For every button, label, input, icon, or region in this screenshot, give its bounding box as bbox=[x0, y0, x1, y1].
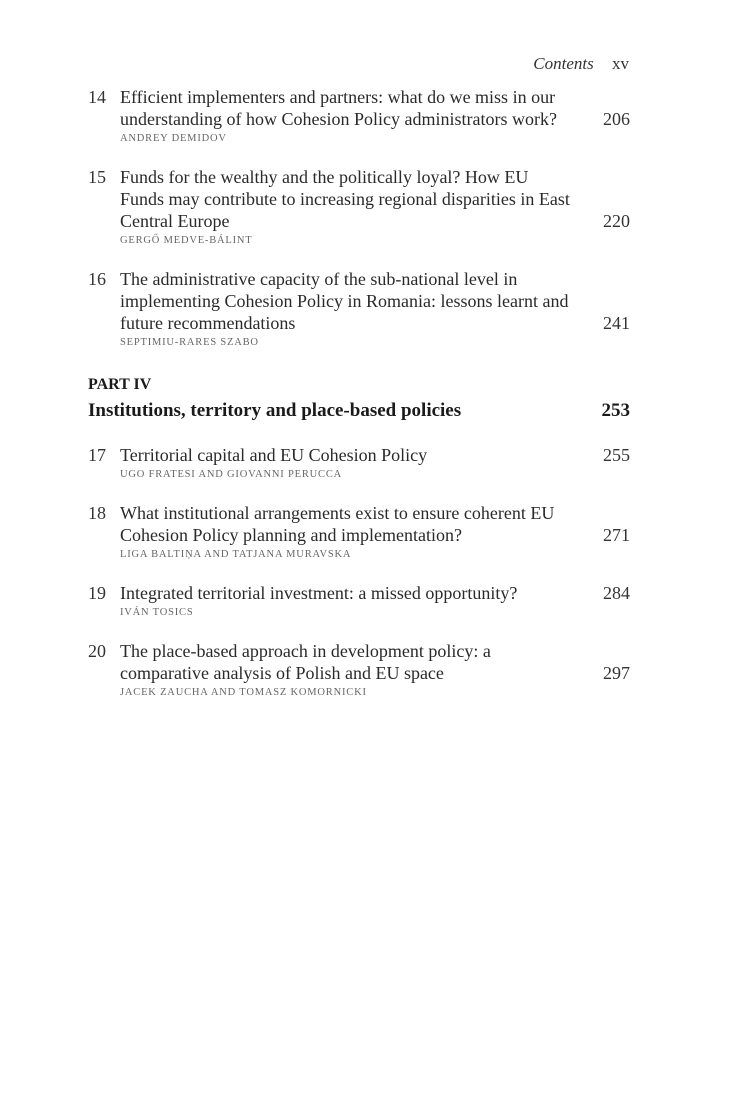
part-heading bbox=[88, 376, 630, 422]
part-title: Institutions, territory and place-based policies bbox=[88, 400, 462, 421]
chapter-number: 16 bbox=[88, 269, 106, 289]
page-number: xv bbox=[612, 54, 629, 73]
part-page: 253 bbox=[601, 400, 630, 421]
chapter-title: Territorial capital and EU Cohesion Policy bbox=[120, 445, 428, 465]
chapter-title: The administrative capacity of the sub-national level in implementing Cohesion Policy in Romania: lessons learnt and future recommendations bbox=[120, 269, 569, 333]
toc-entry bbox=[88, 582, 630, 618]
chapter-page: 255 bbox=[603, 445, 630, 465]
chapter-title: Integrated territorial investment: a missed opportunity? bbox=[120, 583, 518, 603]
chapter-title: Efficient implementers and partners: what do we miss in our understanding of how Cohesion Policy administrators work? bbox=[120, 87, 557, 129]
chapter-page: 297 bbox=[603, 663, 630, 683]
toc-entry bbox=[88, 640, 630, 698]
chapter-page: 241 bbox=[603, 313, 630, 333]
toc-entry bbox=[88, 502, 630, 560]
chapter-number: 20 bbox=[88, 641, 106, 661]
chapter-author: JACEK ZAUCHA AND TOMASZ KOMORNICKI bbox=[120, 687, 367, 698]
chapter-number: 17 bbox=[88, 445, 106, 465]
chapter-author: IVÁN TOSICS bbox=[120, 607, 194, 618]
section-label: Contents bbox=[533, 54, 594, 73]
chapter-author: ANDREY DEMIDOV bbox=[120, 133, 227, 144]
chapter-page: 220 bbox=[603, 211, 630, 231]
chapter-page: 271 bbox=[603, 525, 630, 545]
chapter-title: Funds for the wealthy and the politically loyal? How EU Funds may contribute to increasing regional disparities in East Central Europe bbox=[120, 167, 570, 231]
chapter-title: What institutional arrangements exist to ensure coherent EU Cohesion Policy planning and implementation? bbox=[120, 503, 555, 545]
toc-entry bbox=[88, 166, 630, 246]
toc-entry bbox=[88, 86, 630, 144]
running-head bbox=[533, 54, 629, 74]
chapter-number: 19 bbox=[88, 583, 106, 603]
chapter-title: The place-based approach in development policy: a comparative analysis of Polish and EU space bbox=[120, 641, 491, 683]
contents-list bbox=[88, 86, 630, 720]
toc-entry bbox=[88, 444, 630, 480]
chapter-page: 284 bbox=[603, 583, 630, 603]
chapter-author: UGO FRATESI AND GIOVANNI PERUCCA bbox=[120, 469, 343, 480]
toc-entry bbox=[88, 268, 630, 348]
part-label: PART IV bbox=[88, 376, 152, 393]
chapter-number: 18 bbox=[88, 503, 106, 523]
chapter-number: 14 bbox=[88, 87, 106, 107]
chapter-author: LIGA BALTIŅA AND TATJANA MURAVSKA bbox=[120, 549, 352, 560]
chapter-author: GERGŐ MEDVE-BÁLINT bbox=[120, 235, 253, 246]
chapter-author: SEPTIMIU-RARES SZABO bbox=[120, 337, 259, 348]
chapter-number: 15 bbox=[88, 167, 106, 187]
chapter-page: 206 bbox=[603, 109, 630, 129]
